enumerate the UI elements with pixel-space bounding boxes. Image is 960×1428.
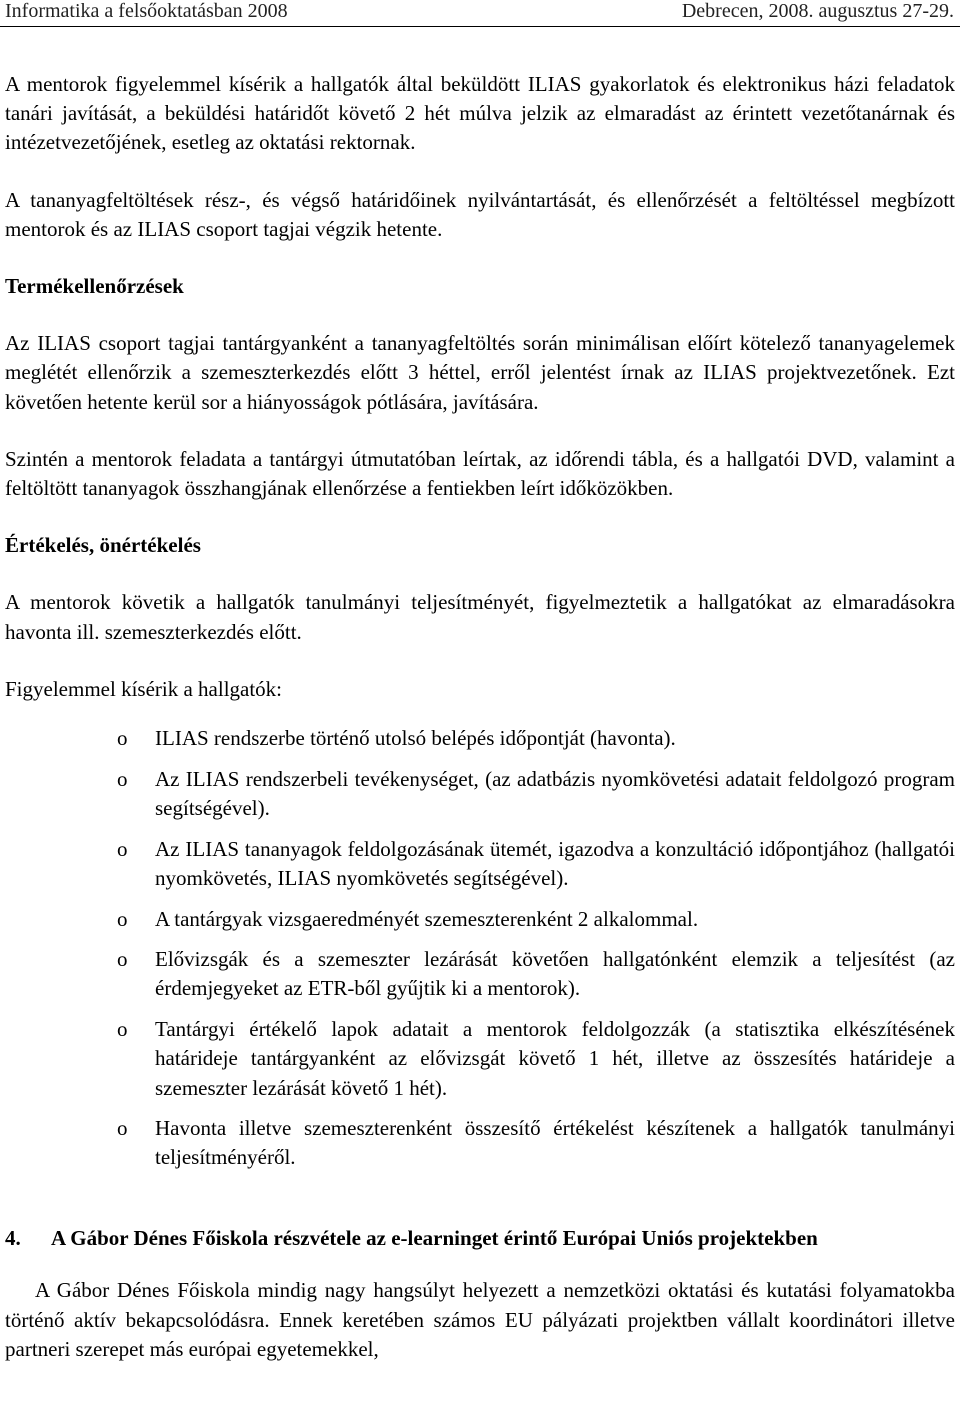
list-item: [5, 1114, 955, 1172]
list-item: [5, 724, 955, 753]
bullet-marker: o: [117, 836, 128, 861]
paragraph-list-intro: Figyelemmel kísérik a hallgatók:: [5, 676, 283, 701]
bullet-marker: o: [117, 766, 128, 791]
list-item-text: Elővizsgák és a szemeszter lezárását követően hallgatónként elemzik a teljesítést (az érdemjegyeket az ETR-ből gyűjtik ki a mentorok).: [155, 947, 955, 1001]
section-number: 4.: [5, 1226, 21, 1251]
section-4-heading: [5, 1224, 955, 1253]
list-item: [5, 835, 955, 893]
paragraph-upload-deadlines: A tananyagfeltöltések rész-, és végső határidőinek nyilvántartását, és ellenőrzését a feltöltéssel megbízott mentorok és az ILIAS csoport tagjai végzik hetente.: [5, 187, 955, 241]
document-body: [5, 70, 955, 1364]
section-title: A Gábor Dénes Főiskola részvétele az e-learninget érintő Európai Uniós projektekben: [51, 1226, 818, 1251]
bullet-marker: o: [117, 1116, 128, 1141]
list-item-text: Az ILIAS tananyagok feldolgozásának ütemét, igazodva a konzultáció időpontjához (hallgatói nyomkövetés, ILIAS nyomkövetés segítségével).: [155, 836, 955, 890]
list-item: [5, 945, 955, 1003]
paragraph-performance-tracking: A mentorok követik a hallgatók tanulmányi teljesítményét, figyelmeztetik a hallgatókat az elmaradásokra havonta ill. szemeszterkezdés előtt.: [5, 590, 955, 644]
paragraph-ilias-checks: Az ILIAS csoport tagjai tantárgyanként a tananyagfeltöltés során minimálisan előírt kötelező tananyagelemek meglétét ellenőrzik a szemeszterkezdés előtt 3 héttel, erről jelentést írnak az ILIAS projektvezetőnek. Ezt követően hetente kerül sor a hiányosságok pótlására, javítására.: [5, 331, 955, 414]
page-header: [0, 0, 960, 22]
list-item: [5, 1015, 955, 1103]
list-item: [5, 765, 955, 823]
bullet-marker: o: [117, 947, 128, 972]
list-item-text: Az ILIAS rendszerbeli tevékenységet, (az adatbázis nyomkövetési adatait feldolgozó program segítségével).: [155, 766, 955, 820]
paragraph-mentor-tasks: Szintén a mentorok feladata a tantárgyi útmutatóban leírtak, az időrendi tábla, és a hallgatói DVD, valamint a feltöltött tananyagok összhangjának ellenőrzése a fentiekben leírt időközökben.: [5, 446, 955, 501]
bullet-marker: o: [117, 1017, 128, 1042]
bullet-marker: o: [117, 906, 128, 931]
heading-product-checks: Termékellenőrzések: [5, 274, 184, 299]
list-item-text: ILIAS rendszerbe történő utolsó belépés időpontját (havonta).: [155, 726, 676, 751]
list-item: [5, 905, 955, 934]
monitoring-list: [5, 724, 955, 1173]
list-item-text: Havonta illetve szemeszterenként összesítő értékelést készítenek a hallgatók tanulmányi teljesítményéről.: [155, 1116, 955, 1170]
header-conference-title: Informatika a felsőoktatásban 2008: [5, 0, 288, 22]
header-date-location: Debrecen, 2008. augusztus 27-29.: [681, 0, 954, 22]
header-rule: [0, 26, 960, 27]
paragraph-eu-projects: A Gábor Dénes Főiskola mindig nagy hangsúlyt helyezett a nemzetközi oktatási és kutatási folyamatokba történő aktív bekapcsolódásra. Ennek keretében számos EU pályázati projektben vállalt koordinátori illetve partneri szerepet más európai egyetemekkel,: [5, 1278, 955, 1361]
list-item-text: Tantárgyi értékelő lapok adatait a mentorok feldolgozzák (a statisztika elkészítésének határideje tantárgyanként az elővizsgát követő 1 hét, illetve az összesítés határideje a szemeszter lezárását követő 1 hét).: [155, 1017, 955, 1100]
heading-evaluation: Értékelés, önértékelés: [5, 533, 201, 558]
bullet-marker: o: [117, 726, 128, 751]
list-item-text: A tantárgyak vizsgaeredményét szemeszterenként 2 alkalommal.: [155, 906, 699, 931]
paragraph-mentor-monitoring: A mentorok figyelemmel kísérik a hallgatók által beküldött ILIAS gyakorlatok és elektronikus házi feladatok tanári javítását, a beküldési határidőt követő 2 hét múlva jelzik az elmaradást az érintett vezetőtanárnak és intézetvezetőjének, esetleg az oktatási rektornak.: [5, 72, 955, 155]
